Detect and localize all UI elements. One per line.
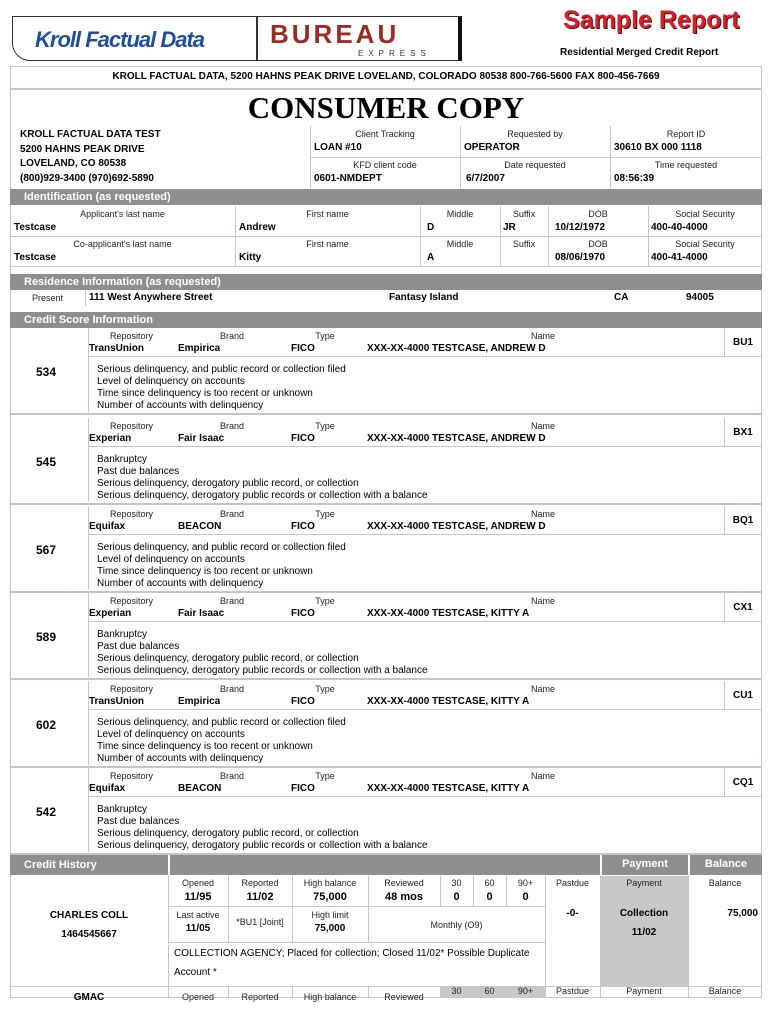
account-number: 1464545667	[61, 929, 117, 940]
payment-label: Payment	[626, 878, 662, 888]
score-value: 589	[36, 630, 57, 644]
requester-line: KROLL FACTUAL DATA TEST	[20, 129, 161, 140]
repository-label: Repository	[109, 421, 154, 431]
balance-header: Balance	[688, 855, 762, 875]
divider	[235, 206, 236, 236]
brand-label: Brand	[219, 596, 245, 606]
requester-line: (800)929-3400 (970)692-5890	[20, 173, 154, 184]
ss-label: Social Security	[675, 239, 735, 249]
divider	[500, 206, 501, 236]
brand-label: Brand	[219, 771, 245, 781]
d30-value: 0	[453, 891, 460, 903]
score-name: XXX-XX-4000 TESTCASE, ANDREW D	[367, 521, 546, 532]
d90-value: 0	[522, 891, 529, 903]
payment-label: Payment	[626, 986, 662, 996]
middle-label: Middle	[446, 209, 474, 219]
score-name: XXX-XX-4000 TESTCASE, KITTY A	[367, 608, 530, 619]
score-repository: Equifax	[89, 521, 126, 532]
repository-label: Repository	[109, 596, 154, 606]
divider	[88, 446, 762, 447]
score-reason: Serious delinquency, and public record or collection filed	[97, 542, 346, 553]
last-value: Testcase	[14, 252, 57, 263]
divider	[420, 236, 421, 266]
divider	[500, 236, 501, 266]
opened-label: Opened	[181, 992, 215, 1002]
pastdue-label: Pastdue	[555, 986, 590, 996]
pastdue-value: -0-	[566, 908, 579, 919]
repository-label: Repository	[109, 771, 154, 781]
score-reason: Serious delinquency, derogatory public records or collection with a balance	[97, 490, 428, 501]
score-reason: Serious delinquency, derogatory public record, or collection	[97, 828, 359, 839]
ss-label: Social Security	[675, 209, 735, 219]
score-code: CQ1	[732, 777, 754, 788]
name-label: Name	[530, 596, 555, 606]
name-label: Name	[530, 331, 555, 341]
address-line: KROLL FACTUAL DATA, 5200 HAHNS PEAK DRIVE LOVELAND, COLORADO 80538 800-766-5600 FAX 800-456-7669	[112, 71, 660, 82]
score-reason: Number of accounts with delinquency	[97, 578, 264, 589]
score-reason: Time since delinquency is too recent or unknown	[97, 388, 313, 399]
type-label: Type	[315, 331, 335, 341]
suffix-label: Suffix	[512, 239, 536, 249]
ss-value: 400-41-4000	[651, 252, 708, 263]
pastdue-label: Pastdue	[555, 878, 590, 888]
score-type: FICO	[291, 608, 315, 619]
name-label: Name	[530, 684, 555, 694]
score-name: XXX-XX-4000 TESTCASE, ANDREW D	[367, 433, 546, 444]
first-label: First name	[306, 239, 349, 249]
reviewed-value: 48 mos	[385, 891, 423, 903]
balance-label: Balance	[708, 986, 742, 996]
identification-header: Identification (as requested)	[10, 189, 762, 205]
high-limit-value: 75,000	[314, 923, 346, 934]
score-brand: BEACON	[178, 783, 222, 794]
residence-city: Fantasy Island	[389, 292, 459, 303]
brand-label: Brand	[219, 331, 245, 341]
divider	[235, 236, 236, 266]
divider	[600, 987, 601, 998]
score-repository: Experian	[89, 433, 132, 444]
kroll-logo: Kroll Factual Data	[12, 16, 257, 61]
score-value: 602	[36, 718, 57, 732]
first-value: Kitty	[239, 252, 262, 263]
credit-history-header-filler	[170, 855, 600, 875]
ecoa-value: *BU1 [Joint]	[236, 917, 284, 927]
score-repository: TransUnion	[89, 696, 145, 707]
score-reason: Level of delinquency on accounts	[97, 729, 245, 740]
score-type: FICO	[291, 343, 315, 354]
score-name: XXX-XX-4000 TESTCASE, ANDREW D	[367, 343, 546, 354]
score-reason: Serious delinquency, and public record or collection filed	[97, 364, 346, 375]
brand-label: Brand	[219, 509, 245, 519]
middle-value: A	[427, 252, 435, 263]
client-code-label: KFD client code	[353, 160, 417, 170]
divider	[168, 906, 545, 907]
score-reason: Bankruptcy	[97, 629, 148, 640]
requested-by-value: OPERATOR	[464, 142, 520, 153]
requested-by-label: Requested by	[507, 129, 563, 139]
payment-status: Collection	[619, 908, 669, 919]
divider	[688, 876, 689, 986]
score-value: 545	[36, 455, 57, 469]
name-label: Name	[530, 509, 555, 519]
payment-header: Payment	[600, 855, 688, 875]
divider	[368, 987, 369, 998]
divider	[88, 534, 762, 535]
divider	[88, 621, 762, 622]
divider	[88, 796, 762, 797]
score-reason: Serious delinquency, derogatory public records or collection with a balance	[97, 840, 428, 851]
score-code: BX1	[733, 427, 753, 438]
credit-history-header: Credit History	[10, 855, 168, 875]
report-id-value: 30610 BX 000 1118	[614, 142, 702, 153]
client-code-value: 0601-NMDEPT	[314, 173, 382, 184]
divider	[10, 503, 762, 505]
residence-street: 111 West Anywhere Street	[89, 292, 213, 303]
divider	[168, 942, 545, 943]
high_balance-value: 75,000	[313, 891, 347, 903]
score-reason: Level of delinquency on accounts	[97, 376, 245, 387]
divider	[10, 236, 762, 237]
brand-label: Brand	[219, 421, 245, 431]
score-reason: Bankruptcy	[97, 454, 148, 465]
high_balance-label: High balance	[303, 992, 357, 1002]
residence-header: Residence Information (as requested)	[10, 274, 762, 290]
d90-label: 90+	[517, 878, 534, 888]
client-tracking-value: LOAN #10	[314, 142, 362, 153]
divider	[88, 709, 762, 710]
score-reason: Number of accounts with delinquency	[97, 400, 264, 411]
d60-label: 60	[484, 878, 495, 888]
client-tracking-label: Client Tracking	[355, 129, 415, 139]
brand-label: Brand	[219, 684, 245, 694]
last-value: Testcase	[14, 222, 57, 233]
score-repository: Experian	[89, 608, 132, 619]
score-type: FICO	[291, 433, 315, 444]
last-active-value: 11/05	[185, 923, 211, 934]
score-reason: Serious delinquency, derogatory public record, or collection	[97, 478, 359, 489]
score-reason: Time since delinquency is too recent or unknown	[97, 566, 313, 577]
creditor-name: GMAC	[73, 992, 105, 1003]
score-reason: Serious delinquency, derogatory public record, or collection	[97, 653, 359, 664]
suffix-label: Suffix	[512, 209, 536, 219]
type-label: Type	[315, 684, 335, 694]
residence-zip: 94005	[686, 292, 714, 303]
score-reason: Serious delinquency, and public record or collection filed	[97, 717, 346, 728]
score-repository: TransUnion	[89, 343, 145, 354]
dob-value: 08/06/1970	[555, 252, 606, 263]
score-brand: BEACON	[178, 521, 222, 532]
last-label: Applicant's last name	[80, 209, 165, 219]
divider	[292, 987, 293, 998]
d30-label: 30	[451, 986, 462, 996]
type-label: Type	[315, 596, 335, 606]
dob-label: DOB	[588, 239, 608, 249]
divider	[10, 766, 762, 768]
score-code: CX1	[733, 602, 753, 613]
score-brand: Empirica	[178, 696, 221, 707]
reported-label: Reported	[241, 878, 279, 888]
repository-label: Repository	[109, 684, 154, 694]
suffix-value: JR	[503, 222, 516, 233]
score-reason: Time since delinquency is too recent or unknown	[97, 741, 313, 752]
score-value: 567	[36, 543, 57, 557]
d60-label: 60	[484, 986, 495, 996]
score-code: BU1	[732, 337, 753, 348]
bureau-express-logo: BUREAU EXPRESS	[257, 16, 462, 61]
middle-label: Middle	[446, 239, 474, 249]
name-label: Name	[530, 421, 555, 431]
score-value: 542	[36, 805, 57, 819]
creditor-name: CHARLES COLL	[49, 910, 129, 921]
ss-value: 400-40-4000	[651, 222, 708, 233]
score-name: XXX-XX-4000 TESTCASE, KITTY A	[367, 696, 530, 707]
score-code: CU1	[732, 690, 753, 701]
score-type: FICO	[291, 783, 315, 794]
last-label: Co-applicant's last name	[73, 239, 172, 249]
type-label: Type	[315, 771, 335, 781]
credit-score-header: Credit Score Information	[10, 312, 762, 328]
balance-value: 75,000	[727, 908, 758, 919]
opened-label: Opened	[181, 878, 215, 888]
divider	[168, 987, 169, 998]
name-label: Name	[530, 771, 555, 781]
score-reason: Bankruptcy	[97, 804, 148, 815]
divider	[648, 236, 649, 266]
type-label: Type	[315, 421, 335, 431]
type-label: Type	[315, 509, 335, 519]
score-reason: Level of delinquency on accounts	[97, 554, 245, 565]
score-reason: Past due balances	[97, 816, 180, 827]
divider	[648, 206, 649, 236]
divider	[473, 987, 474, 998]
reviewed-label: Reviewed	[384, 878, 424, 888]
reported-value: 11/02	[246, 891, 274, 903]
last-active-label: Last active	[176, 910, 220, 920]
score-type: FICO	[291, 696, 315, 707]
divider	[10, 413, 762, 415]
first-label: First name	[306, 209, 349, 219]
score-repository: Equifax	[89, 783, 126, 794]
opened-value: 11/95	[184, 891, 212, 903]
requester-line: 5200 HAHNS PEAK DRIVE	[20, 144, 145, 155]
divider	[548, 236, 549, 266]
dob-value: 10/12/1972	[555, 222, 606, 233]
reported-label: Reported	[241, 992, 279, 1002]
divider	[10, 266, 762, 267]
divider	[545, 987, 546, 998]
report-id-label: Report ID	[666, 129, 706, 139]
middle-value: D	[427, 222, 435, 233]
remarks: COLLECTION AGENCY; Placed for collection; Closed 11/02* Possible Duplicate Account *	[174, 948, 530, 978]
score-brand: Fair Isaac	[178, 608, 225, 619]
time-requested-label: Time requested	[654, 160, 718, 170]
sample-report-stamp: Sample Report	[563, 6, 740, 34]
repository-label: Repository	[109, 331, 154, 341]
score-code: BQ1	[732, 515, 754, 526]
divider	[545, 876, 546, 986]
score-type: FICO	[291, 521, 315, 532]
page-title: CONSUMER COPY	[247, 90, 525, 125]
date-requested-label: Date requested	[504, 160, 566, 170]
divider	[440, 987, 441, 998]
score-brand: Fair Isaac	[178, 433, 225, 444]
divider	[420, 206, 421, 236]
residence-state: CA	[614, 292, 629, 303]
divider	[10, 678, 762, 680]
first-value: Andrew	[239, 222, 276, 233]
date-requested-value: 6/7/2007	[466, 173, 505, 184]
divider	[688, 987, 689, 998]
d60-value: 0	[486, 891, 493, 903]
requester-line: LOVELAND, CO 80538	[20, 158, 127, 169]
repository-label: Repository	[109, 509, 154, 519]
reviewed-label: Reviewed	[384, 992, 424, 1002]
terms-value: Monthly (O9)	[430, 920, 483, 930]
score-value: 534	[36, 365, 57, 379]
high-limit-label: High limit	[311, 910, 349, 920]
score-brand: Empirica	[178, 343, 221, 354]
score-reason: Number of accounts with delinquency	[97, 753, 264, 764]
high_balance-label: High balance	[303, 878, 357, 888]
divider	[548, 206, 549, 236]
report-subtitle: Residential Merged Credit Report	[560, 47, 719, 58]
dob-label: DOB	[588, 209, 608, 219]
payment-date: 11/02	[631, 927, 657, 938]
divider	[10, 591, 762, 593]
score-name: XXX-XX-4000 TESTCASE, KITTY A	[367, 783, 530, 794]
residence-present-label: Present	[31, 293, 64, 303]
d30-label: 30	[451, 878, 462, 888]
balance-label: Balance	[708, 878, 742, 888]
divider	[88, 356, 762, 357]
divider	[506, 987, 507, 998]
score-reason: Past due balances	[97, 466, 180, 477]
score-reason: Past due balances	[97, 641, 180, 652]
divider	[228, 987, 229, 998]
score-reason: Serious delinquency, derogatory public records or collection with a balance	[97, 665, 428, 676]
time-requested-value: 08:56:39	[614, 173, 655, 184]
d90-label: 90+	[517, 986, 534, 996]
